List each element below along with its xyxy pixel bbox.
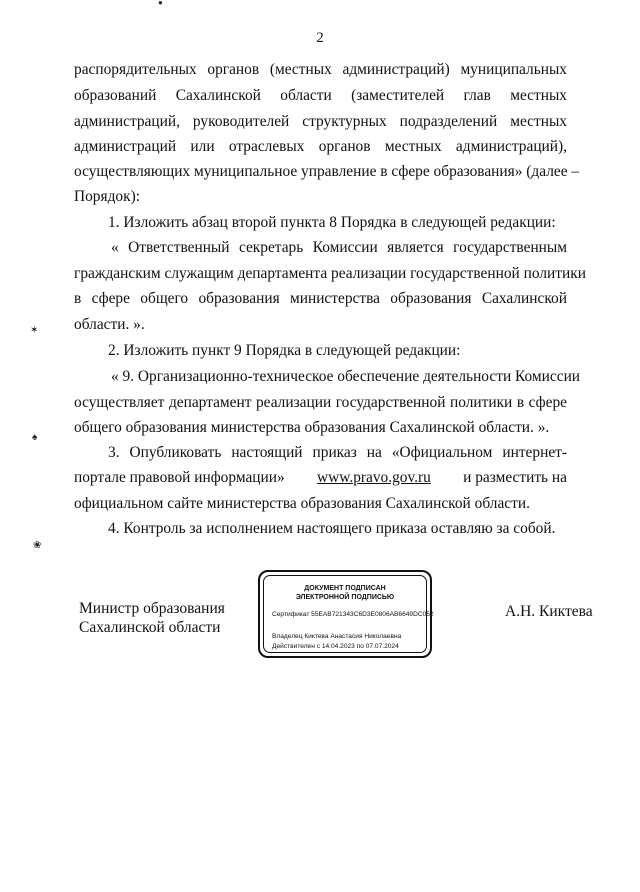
page-number: 2	[316, 30, 324, 46]
text-fragment: и разместить на	[463, 469, 567, 486]
text-line: администраций или отраслевых органов местных администраций),	[74, 138, 567, 155]
text-fragment: портале правовой информации»	[74, 469, 285, 486]
scan-artifact-mark: ♠	[32, 432, 38, 443]
stamp-owner: Владелец Киктева Анастасия Николаевна	[272, 633, 402, 640]
text-line: общего образования министерства образования Сахалинской области. ».	[74, 419, 550, 436]
stamp-title-line: ЭЛЕКТРОННОЙ ПОДПИСЬЮ	[295, 594, 395, 601]
paragraph-1-heading: 1. Изложить абзац второй пункта 8 Порядка в следующей редакции:	[108, 214, 556, 231]
stamp-inner-border	[263, 575, 434, 653]
text-line: « Ответственный секретарь Комиссии является государственным	[111, 239, 567, 256]
text-line: области. ».	[74, 316, 145, 333]
position-line: Министр образования	[79, 600, 225, 617]
stamp-title	[264, 584, 426, 602]
text-line: распорядительных органов (местных администраций) муниципальных	[74, 61, 567, 78]
text-line: осуществляет департамент реализации государственной политики в сфере	[74, 394, 567, 411]
stamp-validity: Действителен с 14.04.2023 по 07.07.2024	[272, 643, 399, 650]
text-line: в сфере общего образования министерства образования Сахалинской	[74, 290, 567, 307]
pravo-link[interactable]: www.pravo.gov.ru	[317, 469, 431, 486]
scan-artifact-mark: ●	[158, 0, 163, 7]
stamp-title-line: ДОКУМЕНТ ПОДПИСАН	[304, 585, 386, 592]
text-line: Порядок):	[74, 188, 140, 205]
text-line-with-link	[74, 468, 567, 487]
text-line: официальном сайте министерства образования Сахалинской области.	[74, 495, 530, 512]
signatory-name: А.Н. Киктева	[505, 603, 593, 620]
scan-artifact-mark: ✶	[30, 325, 39, 336]
paragraph-2-heading: 2. Изложить пункт 9 Порядка в следующей редакции:	[108, 342, 461, 359]
paragraph-4-heading: 4. Контроль за исполнением настоящего приказа оставляю за собой.	[108, 520, 556, 537]
stamp-certificate: Сертификат 55EAB721343C6D3E0806AB6649DC052	[272, 611, 434, 618]
position-line: Сахалинской области	[79, 619, 221, 636]
electronic-signature-stamp	[258, 570, 432, 658]
text-line: осуществляющих муниципальное управление в сфере образования» (далее –	[74, 163, 580, 180]
text-line: образований Сахалинской области (заместителей глав местных	[74, 87, 567, 104]
text-line: администраций, руководителей структурных подразделений местных	[74, 113, 567, 130]
scan-artifact-mark: ❀	[33, 540, 42, 551]
paragraph-3-heading: 3. Опубликовать настоящий приказ на «Официальном интернет-	[108, 444, 567, 461]
text-line: « 9. Организационно-техническое обеспечение деятельности Комиссии	[111, 368, 581, 385]
signatory-position	[79, 599, 225, 637]
text-line: гражданским служащим департамента реализации государственной политики	[74, 265, 586, 282]
